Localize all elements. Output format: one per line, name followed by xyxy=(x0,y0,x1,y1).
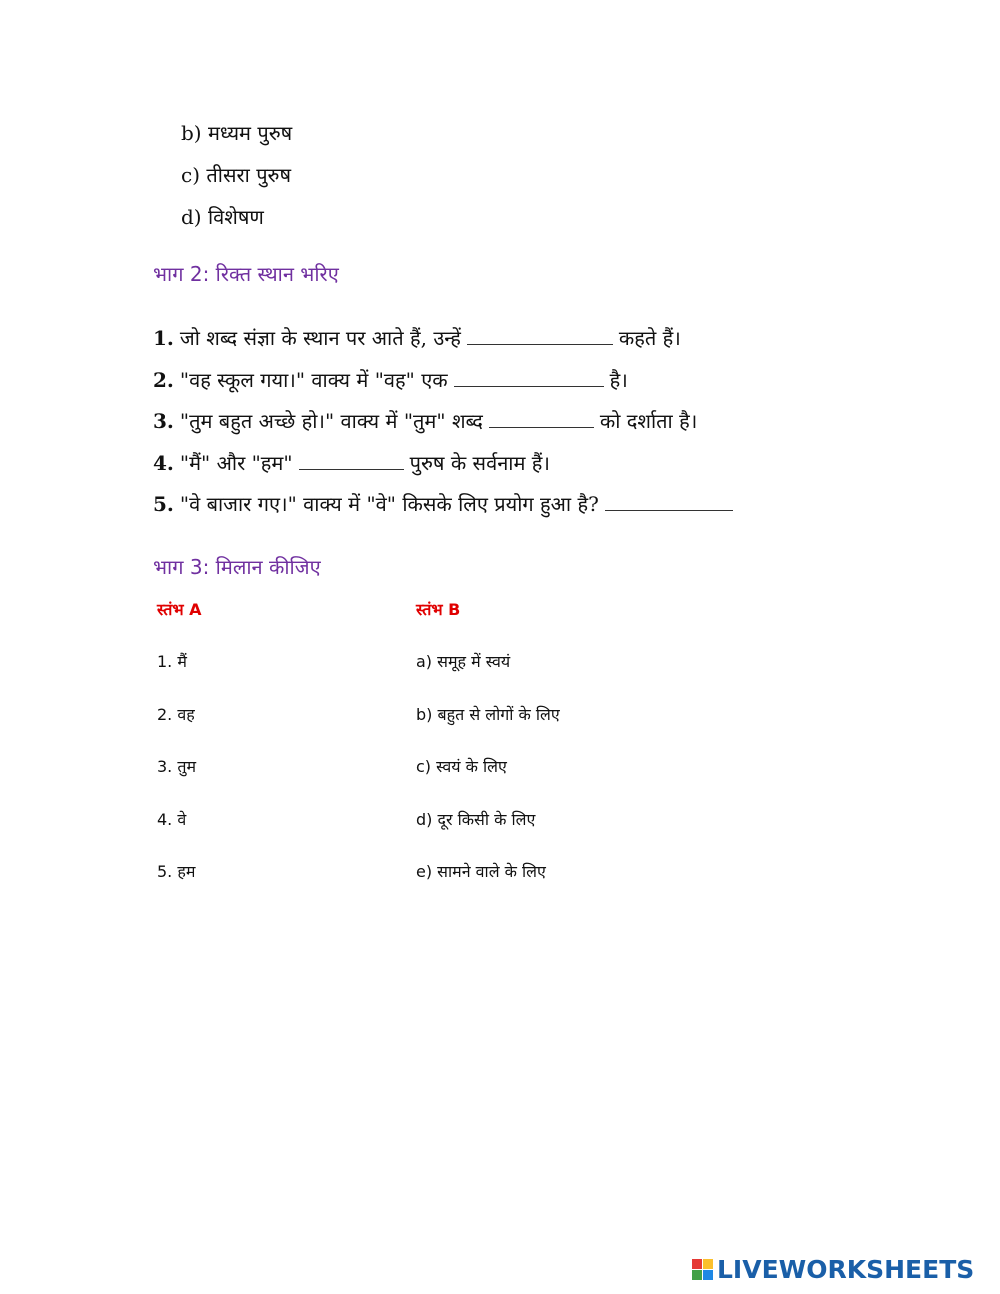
section-2-heading: भाग 2: रिक्त स्थान भरिए xyxy=(153,262,339,286)
column-a-item[interactable]: 1. मैं xyxy=(157,652,187,671)
item-text: जो शब्द संज्ञा के स्थान पर आते हैं, उन्हें xyxy=(179,326,461,350)
column-b-item[interactable]: b) बहुत से लोगों के लिए xyxy=(416,704,560,724)
option-label: b) xyxy=(181,121,202,145)
logo-square-yellow xyxy=(703,1259,713,1269)
column-b-item[interactable]: e) सामने वाले के लिए xyxy=(416,862,546,881)
logo-square-blue xyxy=(703,1270,713,1280)
fill-in-blanks-list xyxy=(153,318,739,526)
column-b-item[interactable]: a) समूह में स्वयं xyxy=(416,652,511,671)
option-label: d) xyxy=(181,205,202,229)
column-a-item[interactable]: 3. तुम xyxy=(157,757,197,776)
section-3-heading: भाग 3: मिलान कीजिए xyxy=(153,555,321,579)
blank-input[interactable] xyxy=(454,368,604,387)
logo-square-red xyxy=(692,1259,702,1269)
item-number: 5. xyxy=(153,492,174,516)
item-text: "वह स्कूल गया।" वाक्य में "वह" एक xyxy=(179,367,448,392)
column-a-item[interactable]: 5. हम xyxy=(157,862,196,881)
item-number: 1. xyxy=(153,326,174,350)
mcq-option-c xyxy=(181,154,292,196)
item-text: "तुम बहुत अच्छे हो।" वाक्य में "तुम" शब्द xyxy=(179,409,483,433)
fill-item-3 xyxy=(153,401,739,443)
column-b-list xyxy=(416,648,560,911)
item-number: 3. xyxy=(153,409,174,433)
liveworksheets-logo xyxy=(692,1252,992,1286)
option-label: c) xyxy=(181,163,201,187)
column-b-item[interactable]: c) स्वयं के लिए xyxy=(416,757,507,776)
fill-item-4 xyxy=(153,443,739,485)
item-text-after: को दर्शाता है। xyxy=(599,409,698,433)
mcq-options xyxy=(181,112,292,238)
mcq-option-b xyxy=(181,112,292,154)
logo-square-green xyxy=(692,1270,702,1280)
logo-text: LIVEWORKSHEETS xyxy=(717,1254,975,1284)
column-b-heading: स्तंभ B xyxy=(416,600,461,619)
column-a-item[interactable]: 2. वह xyxy=(157,704,195,724)
mcq-option-d xyxy=(181,196,292,238)
logo-squares-icon xyxy=(692,1259,713,1280)
option-text: तीसरा पुरुष xyxy=(206,163,292,187)
item-text: "मैं" और "हम" xyxy=(179,450,293,475)
item-number: 4. xyxy=(153,450,174,475)
column-a-heading: स्तंभ A xyxy=(157,600,202,619)
fill-item-1 xyxy=(153,318,739,360)
column-a-item[interactable]: 4. वे xyxy=(157,809,187,829)
fill-item-2 xyxy=(153,360,739,402)
fill-item-5 xyxy=(153,484,739,526)
column-b-item[interactable]: d) दूर किसी के लिए xyxy=(416,809,536,829)
item-text: "वे बाजार गए।" वाक्य में "वे" किसके लिए प्रयोग हुआ है? xyxy=(179,492,599,516)
option-text: मध्यम पुरुष xyxy=(207,121,293,145)
item-text-after: पुरुष के सर्वनाम हैं। xyxy=(409,450,550,475)
blank-input[interactable] xyxy=(467,326,613,345)
option-text: विशेषण xyxy=(207,205,264,229)
item-text-after: कहते हैं। xyxy=(618,326,681,350)
blank-input[interactable] xyxy=(489,409,594,428)
item-text-after: है। xyxy=(609,367,628,392)
item-number: 2. xyxy=(153,367,174,392)
column-a-list xyxy=(157,648,196,911)
blank-input[interactable] xyxy=(299,451,404,470)
blank-input[interactable] xyxy=(605,492,733,511)
